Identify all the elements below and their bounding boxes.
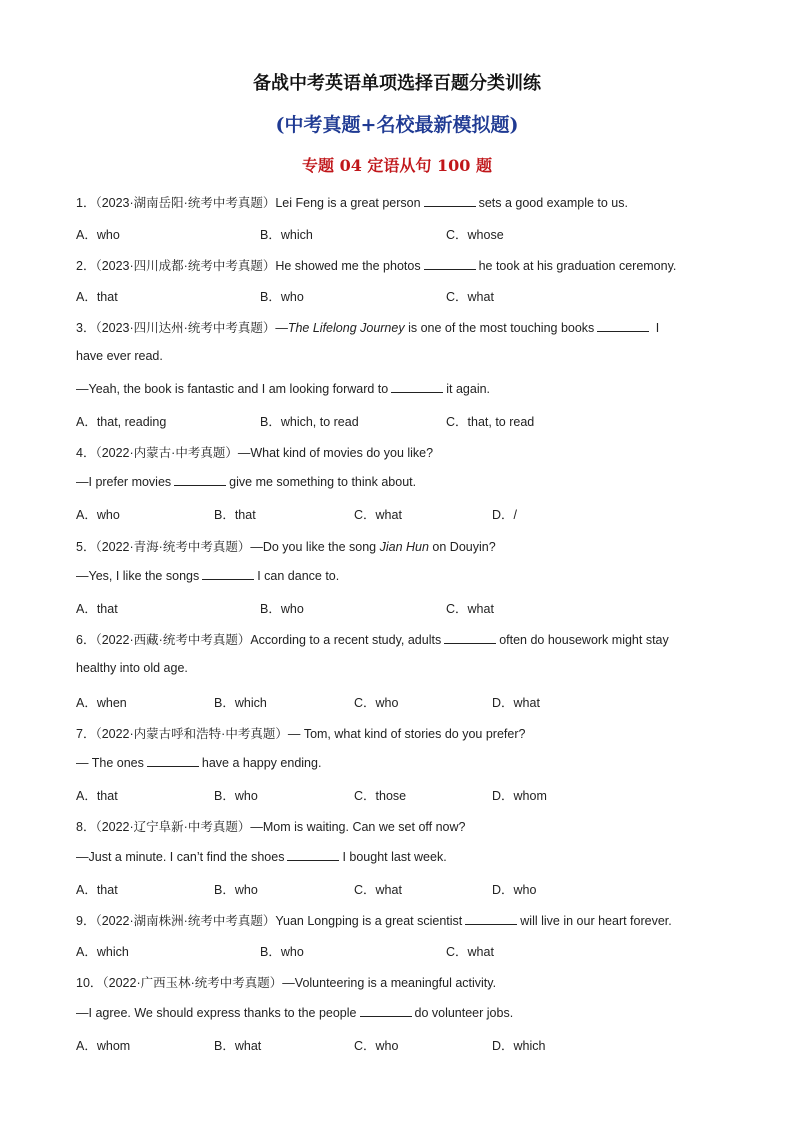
question-9: 9．（2022·湖南株洲·统考中考真题）Yuan Longping is a great scientist will live in our heart forever. xyxy=(76,914,672,928)
option-c: C．who xyxy=(354,696,399,710)
question-2: 2．（2023·四川成都·统考中考真题）He showed me the photos he took at his graduation ceremony. xyxy=(76,259,677,273)
topic-heading: 专题 04 定语从句 100 题 xyxy=(302,156,492,175)
option-c: C．what xyxy=(446,290,494,304)
question-10: 10．（2022·广西玉林·统考中考真题）—Volunteering is a meaningful activity. xyxy=(76,976,497,990)
answer-blank xyxy=(444,632,496,644)
question-5-reply: —Yes, I like the songs I can dance to. xyxy=(76,569,340,583)
option-c: C．whose xyxy=(446,228,504,242)
answer-blank xyxy=(391,381,443,393)
option-a: A．who xyxy=(76,508,120,522)
question-8-reply: —Just a minute. I can’t find the shoes I bought last week. xyxy=(76,850,447,864)
answer-blank xyxy=(424,258,476,270)
option-a: A．that xyxy=(76,290,118,304)
option-a: A．which xyxy=(76,945,129,959)
option-c: C．that, to read xyxy=(446,415,535,429)
option-d: D．/ xyxy=(492,508,518,522)
option-c: C．what xyxy=(446,945,494,959)
option-a: A．that, reading xyxy=(76,415,167,429)
question-8: 8．（2022·辽宁阜新·中考真题）—Mom is waiting. Can we set off now? xyxy=(76,820,466,834)
option-b: B．what xyxy=(214,1039,262,1053)
answer-blank xyxy=(465,913,517,925)
option-a: A．that xyxy=(76,789,118,803)
option-c: C．what xyxy=(354,883,402,897)
option-b: B．which xyxy=(260,228,313,242)
option-d: D．whom xyxy=(492,789,547,803)
question-6: 6．（2022·西藏·统考中考真题）According to a recent study, adults often do housework might stay xyxy=(76,633,669,647)
option-b: B．who xyxy=(260,290,304,304)
answer-blank xyxy=(147,755,199,767)
option-b: B．who xyxy=(214,883,258,897)
option-c: C．who xyxy=(354,1039,399,1053)
option-b: B．that xyxy=(214,508,256,522)
option-c: C．those xyxy=(354,789,407,803)
answer-blank xyxy=(174,474,226,486)
answer-blank xyxy=(597,320,649,332)
question-3: 3．（2023·四川达州·统考中考真题）—The Lifelong Journey is one of the most touching books I xyxy=(76,321,660,335)
question-1: 1．（2023·湖南岳阳·统考中考真题）Lei Feng is a great person sets a good example to us. xyxy=(76,196,628,210)
option-b: B．which, to read xyxy=(260,415,359,429)
answer-blank xyxy=(360,1005,412,1017)
question-3-continued: have ever read. xyxy=(76,349,163,363)
option-b: B．who xyxy=(214,789,258,803)
option-d: D．which xyxy=(492,1039,546,1053)
option-c: C．what xyxy=(446,602,494,616)
option-b: B．which xyxy=(214,696,267,710)
question-6-continued: healthy into old age. xyxy=(76,661,188,675)
option-b: B．who xyxy=(260,602,304,616)
question-7: 7．（2022·内蒙古呼和浩特·中考真题）— Tom, what kind of stories do you prefer? xyxy=(76,727,526,741)
question-7-reply: — The ones have a happy ending. xyxy=(76,756,322,770)
document-subtitle: (中考真题+名校最新模拟题) xyxy=(275,114,519,136)
answer-blank xyxy=(202,568,254,580)
option-c: C．what xyxy=(354,508,402,522)
document-title: 备战中考英语单项选择百题分类训练 xyxy=(253,73,541,94)
question-4: 4．（2022·内蒙古·中考真题）—What kind of movies do you like? xyxy=(76,446,434,460)
option-a: A．that xyxy=(76,602,118,616)
option-a: A．when xyxy=(76,696,127,710)
question-3-reply: —Yeah, the book is fantastic and I am looking forward to it again. xyxy=(76,382,491,396)
answer-blank xyxy=(424,195,476,207)
option-d: D．what xyxy=(492,696,540,710)
question-5: 5．（2022·青海·统考中考真题）—Do you like the song Jian Hun on Douyin? xyxy=(76,540,496,554)
option-d: D．who xyxy=(492,883,537,897)
question-10-reply: —I agree. We should express thanks to the people do volunteer jobs. xyxy=(76,1006,514,1020)
option-a: A．who xyxy=(76,228,120,242)
option-b: B．who xyxy=(260,945,304,959)
answer-blank xyxy=(287,849,339,861)
option-a: A．whom xyxy=(76,1039,131,1053)
option-a: A．that xyxy=(76,883,118,897)
question-4-reply: —I prefer movies give me something to think about. xyxy=(76,475,417,489)
